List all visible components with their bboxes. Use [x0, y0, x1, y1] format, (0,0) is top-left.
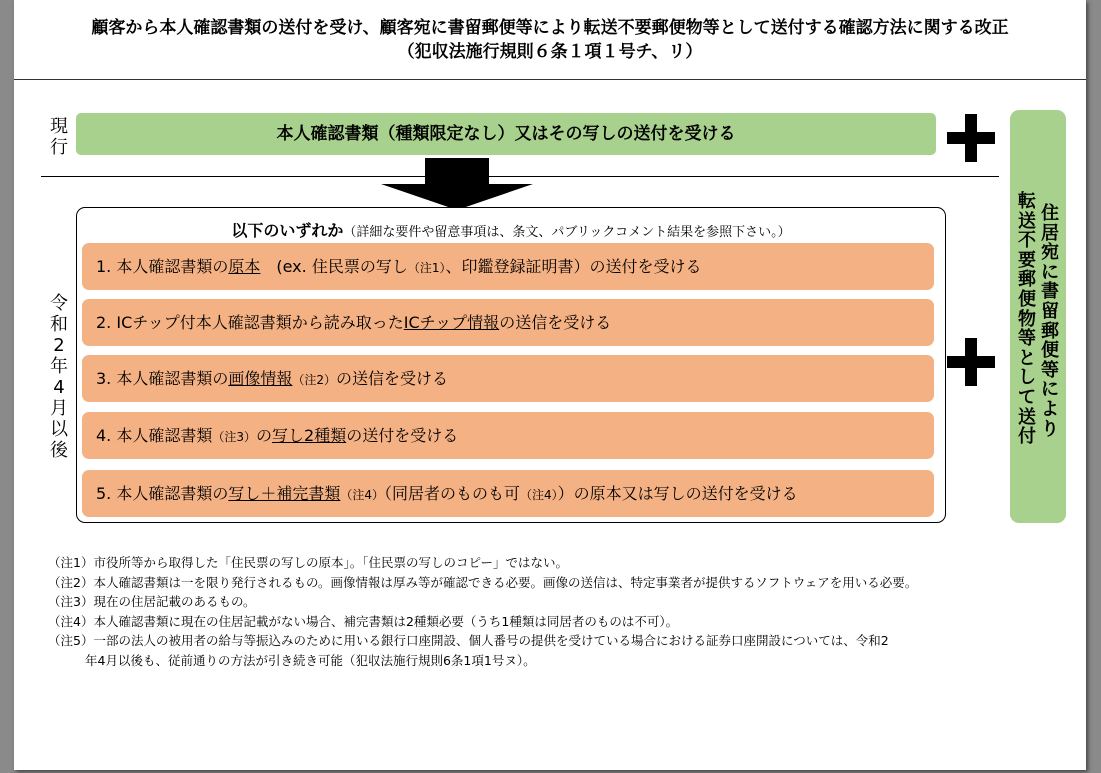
option-text: 2. ICチップ付本人確認書類から読み取った — [96, 313, 404, 332]
label-char: 2 — [53, 335, 65, 356]
options-heading-note: （詳細な要件や留意事項は、条文、パブリックコメント結果を参照下さい。） — [343, 225, 791, 240]
side-text-column-2 — [1016, 192, 1038, 447]
document-header — [14, 0, 1086, 80]
option-note-ref: （注2） — [292, 373, 337, 387]
options-heading — [77, 218, 945, 241]
document-page — [14, 0, 1086, 770]
side-char: 等 — [1041, 359, 1059, 381]
option-note-ref: （注4） — [520, 488, 558, 502]
side-char: 郵 — [1018, 269, 1036, 291]
option-item-3 — [82, 355, 934, 402]
options-box — [76, 207, 946, 523]
side-char: よ — [1041, 398, 1059, 420]
side-char: 便 — [1041, 340, 1059, 362]
side-text-column-1 — [1039, 204, 1061, 439]
title-line-1: 顧客から本人確認書類の送付を受け、顧客宛に書留郵便等により転送不要郵便物等として送付する確認方法に関する改正 — [91, 18, 1009, 38]
label-char: 4 — [53, 377, 65, 398]
option-note-ref: （注1） — [407, 261, 446, 275]
side-char: 宛 — [1041, 242, 1059, 264]
option-underlined: ICチップ情報 — [403, 313, 500, 332]
option-text: 4. 本人確認書類 — [96, 426, 213, 445]
side-char: 送 — [1018, 210, 1036, 232]
label-char: 現 — [50, 116, 68, 137]
option-text: 5. 本人確認書類の — [96, 484, 229, 503]
footnote-4: （注4）本人確認書類に現在の住居記載がない場合、補完書類は2種類必要（うち1種類は同居者のものは不可）。 — [48, 613, 679, 629]
side-char: 等 — [1018, 328, 1036, 350]
option-underlined: 写し＋補完書類 — [228, 484, 341, 503]
side-char: 郵 — [1041, 320, 1059, 342]
option-text: （同居者のものも可 — [384, 484, 521, 503]
option-note-ref: （注4） — [340, 488, 385, 502]
option-item-4 — [82, 412, 934, 459]
side-char: 付 — [1018, 426, 1036, 448]
side-char: て — [1018, 386, 1036, 408]
side-char: 物 — [1018, 308, 1036, 330]
side-char: し — [1018, 367, 1036, 389]
label-char: 月 — [50, 398, 68, 419]
side-char: と — [1018, 347, 1036, 369]
label-char: 行 — [50, 137, 68, 158]
new-rule-label — [48, 293, 70, 461]
down-arrow-icon — [381, 158, 533, 210]
option-text: の — [256, 426, 273, 445]
option-text: の送信を受ける — [336, 369, 449, 388]
side-char: 住 — [1041, 203, 1059, 224]
side-char: 居 — [1041, 222, 1059, 244]
label-char: 令 — [50, 293, 68, 314]
current-rule-label — [48, 116, 70, 158]
option-text: の送信を受ける — [499, 313, 612, 332]
footnote-5-cont: 年4月以後も、従前通りの方法が引き続き可能（犯収法施行規則6条1項1号ヌ）。 — [85, 652, 536, 668]
side-char: 便 — [1018, 288, 1036, 310]
option-item-2 — [82, 299, 934, 346]
footnote-5: （注5）一部の法人の被用者の給与等振込みのために用いる銀行口座開設、個人番号の提供を受けている場合における証券口座開設については、令和2 — [48, 633, 889, 648]
plus-icon — [947, 114, 995, 162]
label-char: 和 — [50, 314, 68, 335]
footnote-3: （注3）現在の住居記載のあるもの。 — [48, 594, 256, 609]
footnote-2: （注2）本人確認書類は一を限り発行されるもの。画像情報は厚み等が確認できる必要。画像の送信は、特定事業者が提供するソフトウェアを用いる必要。 — [48, 574, 918, 590]
option-text: 、印鑑登録証明書）の送付を受ける — [445, 257, 702, 276]
side-char: に — [1041, 379, 1059, 401]
option-text: 1. 本人確認書類の — [96, 257, 229, 276]
side-char: 留 — [1041, 300, 1059, 322]
side-char: 要 — [1018, 249, 1036, 271]
options-heading-title: 以下のいずれか — [231, 221, 344, 240]
side-char: に — [1041, 261, 1059, 283]
plus-icon — [947, 338, 995, 386]
option-text: 3. 本人確認書類の — [96, 369, 229, 388]
option-item-5 — [82, 470, 934, 517]
side-char: 転 — [1018, 191, 1036, 212]
label-char: 年 — [50, 356, 68, 377]
label-char: 後 — [50, 440, 68, 461]
side-char: り — [1041, 418, 1059, 440]
option-underlined: 画像情報 — [228, 369, 293, 388]
option-text: (ex. 住民票の写し — [260, 257, 408, 276]
option-underlined: 写し2種類 — [272, 426, 347, 445]
side-char: 書 — [1041, 281, 1059, 303]
side-char: 不 — [1018, 230, 1036, 252]
option-item-1 — [82, 243, 934, 290]
side-char: 送 — [1018, 406, 1036, 428]
footnotes — [48, 553, 1068, 670]
option-text: の送付を受ける — [346, 426, 459, 445]
option-text: ）の原本又は写しの送付を受ける — [557, 484, 798, 503]
label-char: 以 — [50, 419, 68, 440]
option-underlined: 原本 — [228, 257, 261, 276]
title-line-2: （犯収法施行規則６条１項１号チ、リ） — [397, 42, 703, 62]
option-note-ref: （注3） — [212, 430, 256, 444]
mailing-requirement-bar — [1010, 110, 1066, 523]
current-rule-bar: 本人確認書類（種類限定なし）又はその写しの送付を受ける — [76, 113, 936, 155]
footnote-1: （注1）市役所等から取得した「住民票の写しの原本」。「住民票の写しのコピー」ではない。 — [48, 555, 568, 570]
